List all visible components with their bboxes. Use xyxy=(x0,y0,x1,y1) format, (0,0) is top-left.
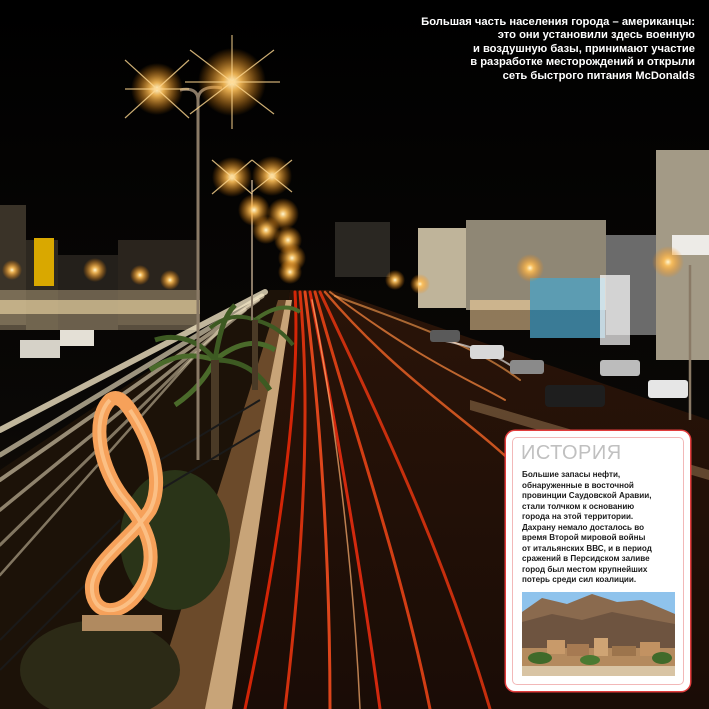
sidebar-line: Большие запасы нефти, xyxy=(522,470,621,479)
sidebar-line: провинции Саудовской Аравии, xyxy=(522,491,652,500)
sidebar-body xyxy=(522,470,682,586)
caption-line: в разработке месторождений и открыли xyxy=(470,56,695,69)
photo-caption xyxy=(395,16,695,83)
sidebar-line: от итальянских ВВС, и в период xyxy=(522,543,652,553)
sidebar-title: ИСТОРИЯ xyxy=(521,442,622,464)
sidebar-line: обнаруженные в восточной xyxy=(522,480,634,490)
sidebar-line: сражений в Персидском заливе xyxy=(522,554,650,563)
caption-line: и воздушную базы, принимают участие xyxy=(472,42,695,55)
caption-line: сеть быстрого питания McDonalds xyxy=(502,69,695,82)
sidebar-line: город был местом крупнейших xyxy=(522,564,648,574)
sidebar-line: потерь среди сил коалиции. xyxy=(522,575,637,584)
sidebar-line: стали толчком к основанию xyxy=(522,501,635,511)
caption-line: это они установили здесь военную xyxy=(497,29,695,42)
dhahran-village-photo xyxy=(522,592,675,676)
sidebar-line: время Второй мировой войны xyxy=(522,533,646,542)
sidebar-line: города на этой территории. xyxy=(522,512,634,521)
history-sidebar xyxy=(508,433,688,689)
caption-line: Большая часть населения города – американцы: xyxy=(421,16,695,28)
sidebar-line: Дахрану немало досталось во xyxy=(522,522,645,532)
